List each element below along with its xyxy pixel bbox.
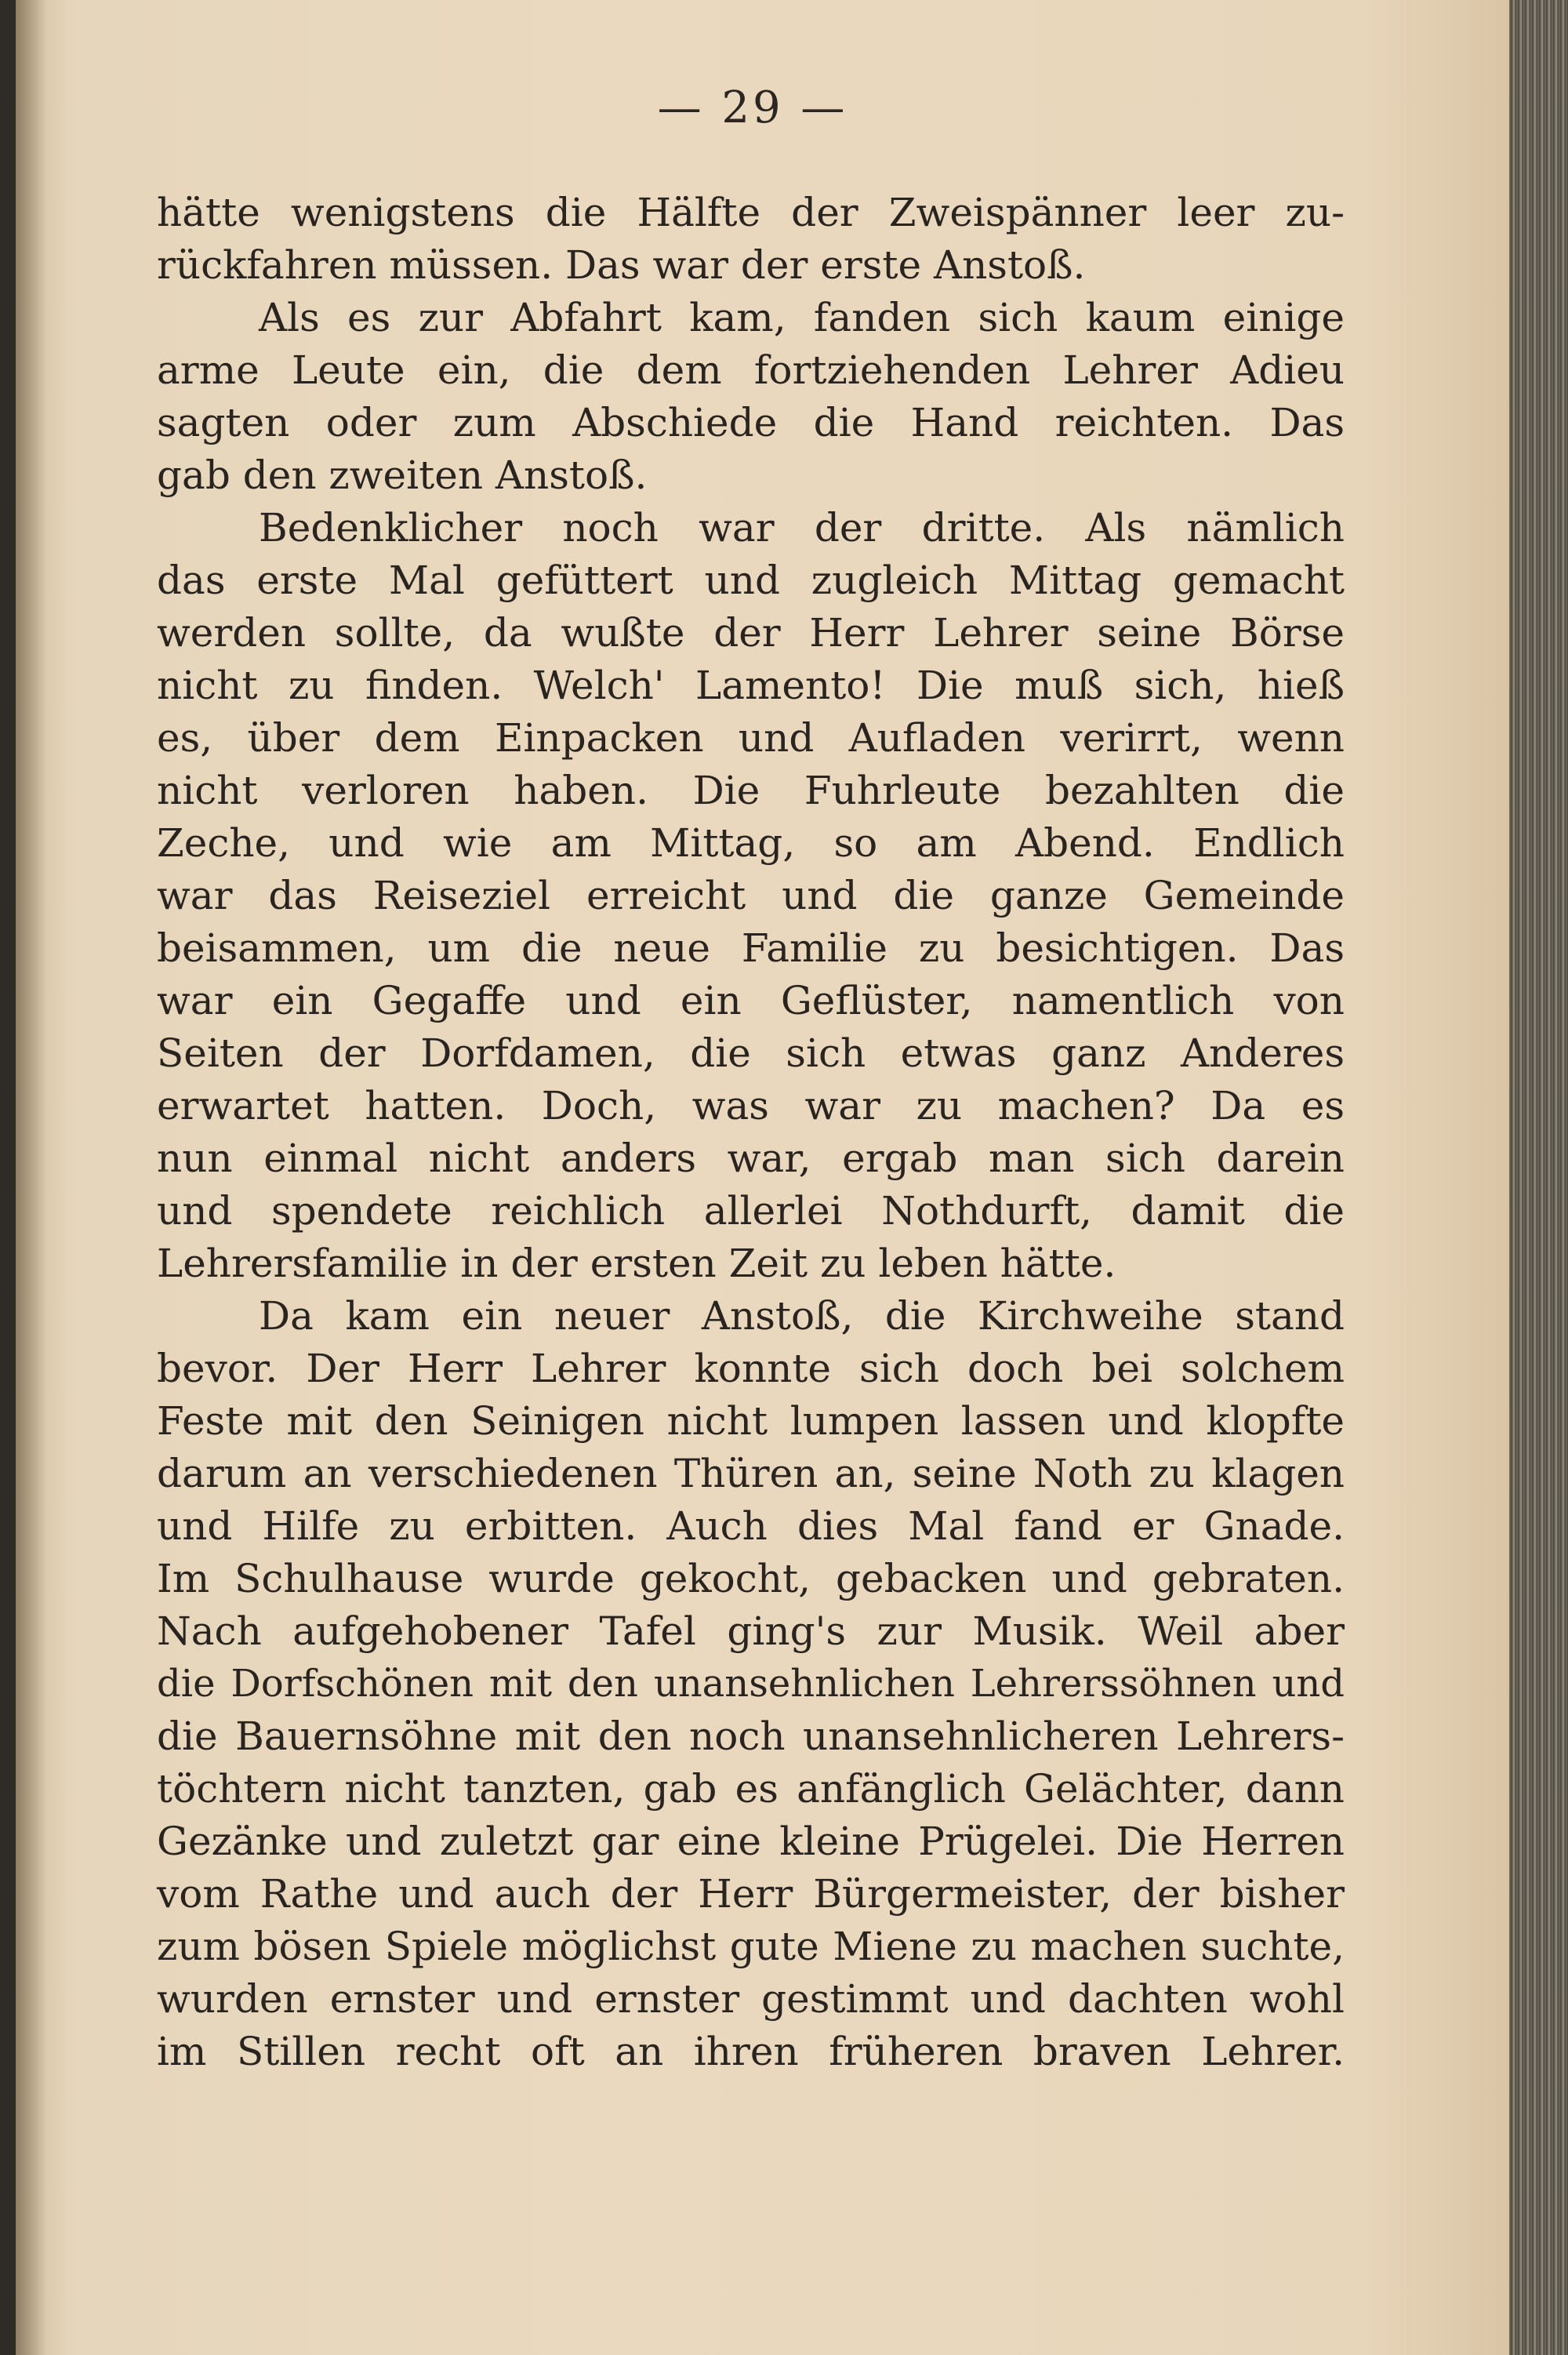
text-line: gab den zweiten Anstoß. xyxy=(157,452,648,498)
text-line: hätte wenigstens die Hälfte der Zweispänner leer zu- xyxy=(157,190,1345,235)
text-line: die Bauernsöhne mit den noch unansehnlicheren Lehrers- xyxy=(157,1714,1345,1759)
text-line: nun einmal nicht anders war, ergab man sich darein xyxy=(157,1136,1345,1181)
text-line: beisammen, um die neue Familie zu besichtigen. Das xyxy=(157,925,1345,971)
text-line: Nach aufgehobener Tafel ging's zur Musik. Weil aber xyxy=(157,1608,1345,1654)
text-line: töchtern nicht tanzten, gab es anfänglich Gelächter, dann xyxy=(157,1766,1345,1812)
text-line: und spendete reichlich allerlei Nothdurft, damit die xyxy=(157,1188,1345,1234)
text-line: erwartet hatten. Doch, was war zu machen? Da es xyxy=(157,1083,1345,1128)
text-line: die Dorfschönen mit den unansehnlichen Lehrerssöhnen und xyxy=(157,1662,1345,1706)
text-line: und Hilfe zu erbitten. Auch dies Mal fand er Gnade. xyxy=(157,1503,1345,1549)
gutter-shadow xyxy=(16,0,47,2355)
text-line: war ein Gegaffe und ein Geflüster, namentlich von xyxy=(157,978,1345,1023)
text-line: Feste mit den Seinigen nicht lumpen lassen und klopfte xyxy=(157,1398,1345,1444)
text-line: arme Leute ein, die dem fortziehenden Lehrer Adieu xyxy=(157,347,1345,393)
text-line: wurden ernster und ernster gestimmt und dachten wohl xyxy=(157,1976,1345,2022)
text-line: Seiten der Dorfdamen, die sich etwas ganz Anderes xyxy=(157,1030,1345,1076)
text-line: bevor. Der Herr Lehrer konnte sich doch bei solchem xyxy=(157,1346,1345,1391)
text-line: es, über dem Einpacken und Aufladen verirrt, wenn xyxy=(157,715,1345,761)
text-line: im Stillen recht oft an ihren früheren braven Lehrer. xyxy=(157,2029,1345,2074)
text-line: werden sollte, da wußte der Herr Lehrer seine Börse xyxy=(157,610,1345,656)
text-line: Bedenklicher noch war der dritte. Als nämlich xyxy=(259,505,1345,551)
text-line: sagten oder zum Abschiede die Hand reichten. Das xyxy=(157,400,1345,445)
text-line: Als es zur Abfahrt kam, fanden sich kaum einige xyxy=(259,295,1345,340)
text-line: nicht verloren haben. Die Fuhrleute bezahlten die xyxy=(157,768,1345,813)
page-edges xyxy=(1509,0,1568,2355)
text-line: rückfahren müssen. Das war der erste Anstoß. xyxy=(157,242,1086,288)
text-line: zum bösen Spiele möglichst gute Miene zu machen suchte, xyxy=(157,1924,1345,1969)
text-line: Zeche, und wie am Mittag, so am Abend. Endlich xyxy=(157,820,1345,866)
text-line: Im Schulhause wurde gekocht, gebacken und gebraten. xyxy=(157,1556,1345,1601)
text-line: das erste Mal gefüttert und zugleich Mittag gemacht xyxy=(157,558,1345,603)
text-line: Lehrersfamilie in der ersten Zeit zu leben hätte. xyxy=(157,1241,1116,1286)
text-line: war das Reiseziel erreicht und die ganze Gemeinde xyxy=(157,873,1345,918)
text-line: darum an verschiedenen Thüren an, seine Noth zu klagen xyxy=(157,1451,1345,1496)
text-line: Da kam ein neuer Anstoß, die Kirchweihe stand xyxy=(259,1293,1345,1339)
page-number: — 29 — xyxy=(657,82,848,133)
text-line: vom Rathe und auch der Herr Bürgermeister, der bisher xyxy=(157,1871,1345,1917)
body-text xyxy=(157,187,1345,2078)
text-line: Gezänke und zuletzt gar eine kleine Prügelei. Die Herren xyxy=(157,1819,1345,1864)
text-line: nicht zu finden. Welch' Lamento! Die muß sich, hieß xyxy=(157,663,1345,708)
